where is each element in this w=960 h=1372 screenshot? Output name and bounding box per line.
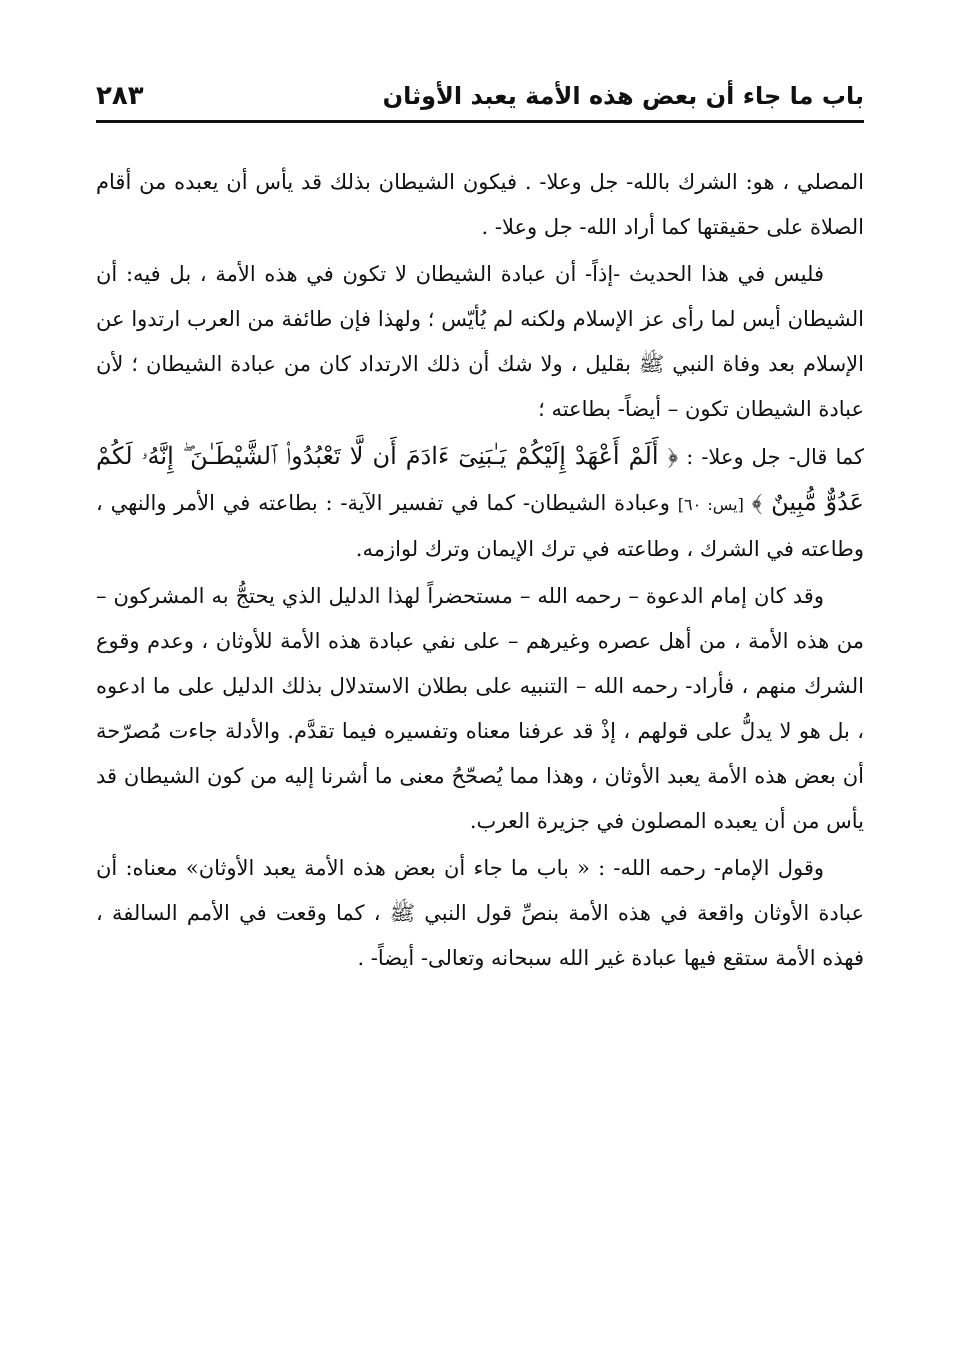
paragraph-5: وقول الإمام- رحمه الله- : « باب ما جاء أن بعض هذه الأمة يعبد الأوثان» معناه: أن عبادة الأوثان واقعة في هذه الأمة بنصِّ قول النبي ﷺ ، كما وقعت في الأمم السالفة ، فهذه الأمة ستقع فيها عبادة غير الله سبحانه وتعالى- أيضاً- . [96,856,864,970]
page-number: ٢٨٣ [96,81,144,111]
quran-verse: ﴿ أَلَمْ أَعْهَدْ إِلَيْكُمْ يَـٰبَنِىٓ ءَادَمَ أَن لَّا تَعْبُدُوا۟ ٱلشَّيْطَـٰنَ ۖ إِنَّهُۥ لَكُمْ عَدُوٌّ مُّبِينٌ ﴾ [96,442,865,516]
header-divider [96,120,864,123]
running-header [96,76,864,116]
verse-citation: [يس: ٦٠] [677,495,744,514]
paragraph-1: المصلي ، هو: الشرك بالله- جل وعلا- . فيكون الشيطان بذلك قد يأس أن يعبده من أقام الصلاة على حقيقتها كما أراد الله- جل وعلا- . [96,170,864,239]
paragraph-2: فليس في هذا الحديث -إذاً- أن عبادة الشيطان لا تكون في هذه الأمة ، بل فيه: أن الشيطان أيس لما رأى عز الإسلام ولكنه لم يُأيّس ؛ ولهذا فإن طائفة من العرب ارتدوا عن الإسلام بعد وفاة النبي ﷺ بقليل ، ولا شك أن ذلك الارتداد كان من عبادة الشيطان ؛ لأن عبادة الشيطان تكون – أيضاً- بطاعته ؛ [96,262,864,421]
paragraph-3-rest: وعبادة الشيطان- كما في تفسير الآية- : بطاعته في الأمر والنهي ، وطاعته في الشرك ، وطاعته في ترك الإيمان وترك لوازمه. [96,491,864,561]
paragraph-3-intro: كما قال- جل وعلا- : [678,445,864,469]
page-body [96,160,864,983]
paragraph-3 [96,434,864,572]
chapter-title: باب ما جاء أن بعض هذه الأمة يعبد الأوثان [382,82,864,110]
paragraph-4: وقد كان إمام الدعوة – رحمه الله – مستحضراً لهذا الدليل الذي يحتجُّ به المشركون – من هذه الأمة ، من أهل عصره وغيرهم – على نفي عبادة هذه الأمة للأوثان ، وعدم وقوع الشرك منهم ، فأراد- رحمه الله – التنبيه على بطلان الاستدلال بذلك الدليل على ما ادعوه ، بل هو لا يدلُّ على قولهم ، إذْ قد عرفنا معناه وتفسيره فيما تقدَّم. والأدلة جاءت مُصرّحة أن بعض هذه الأمة يعبد الأوثان ، وهذا مما يُصحّحُ معنى ما أشرنا إليه من كون الشيطان قد يأس من أن يعبده المصلون في جزيرة العرب. [96,584,864,833]
